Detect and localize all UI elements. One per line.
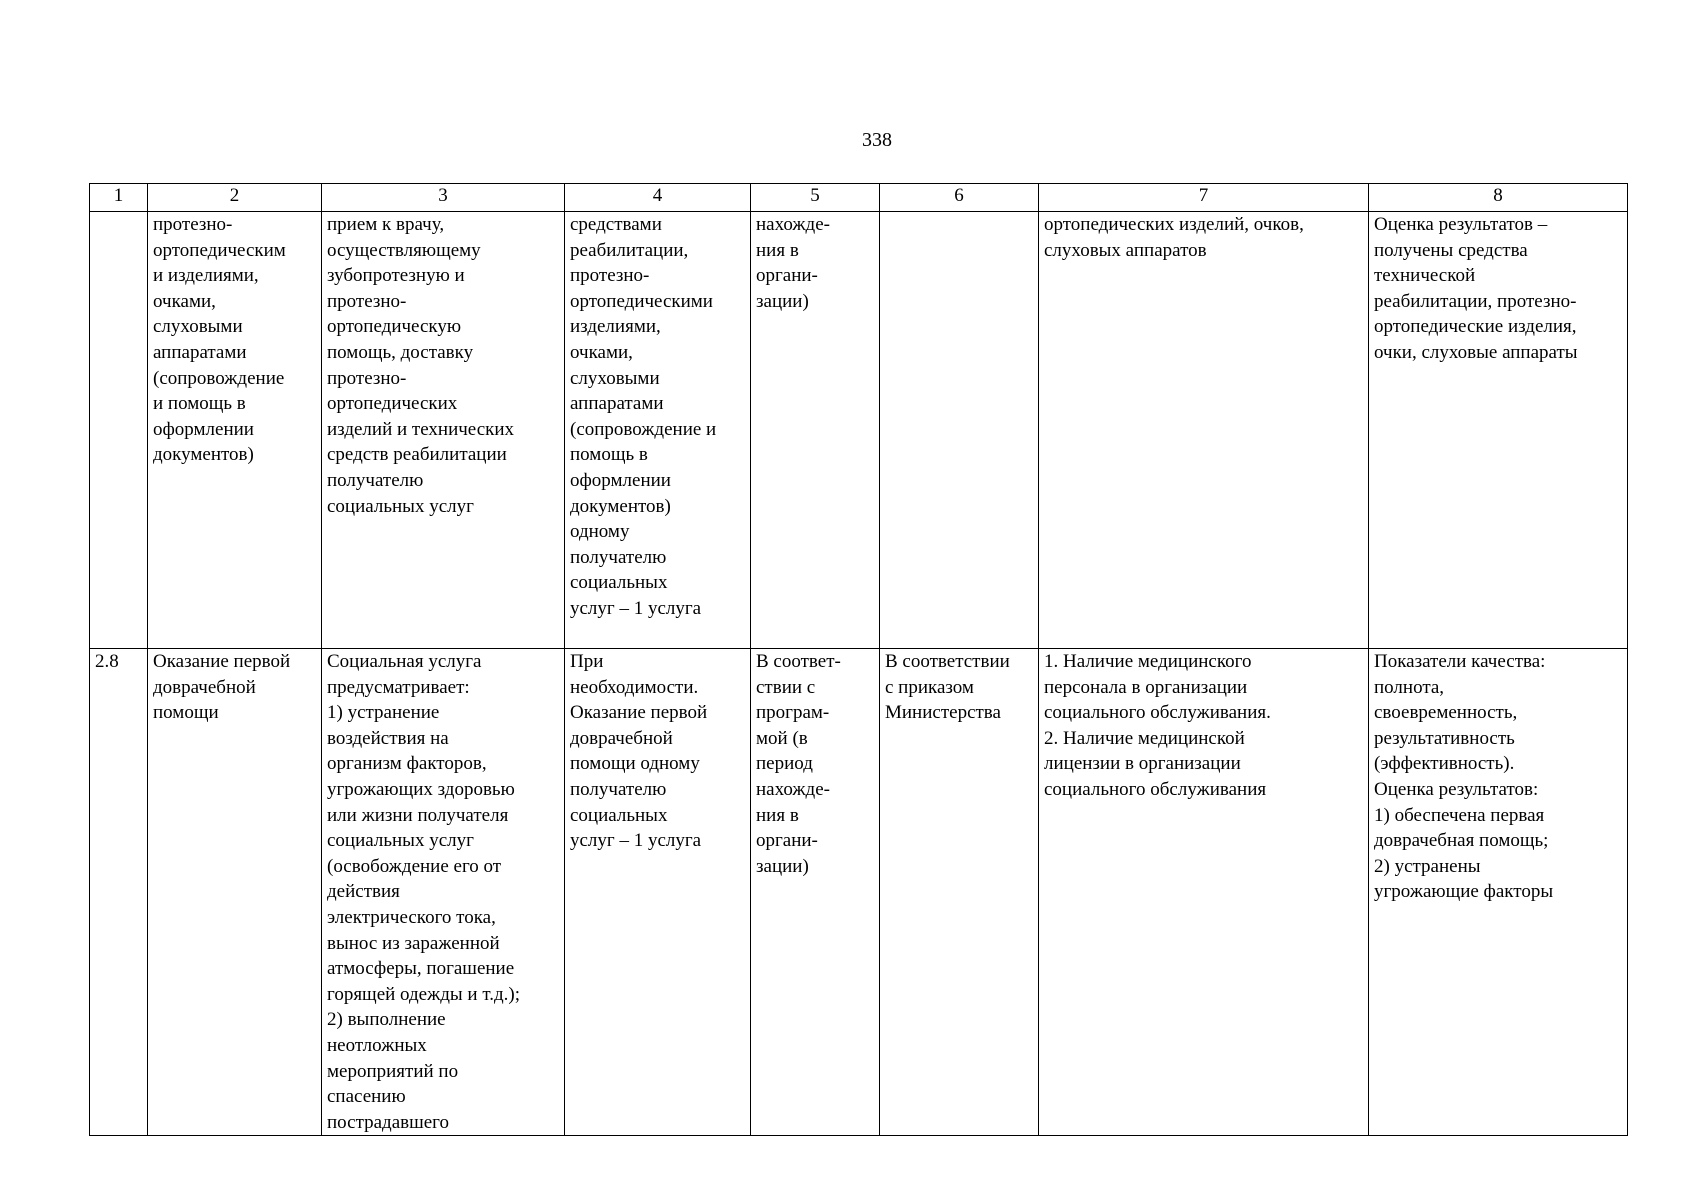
column-header-7: 7 <box>1039 184 1369 212</box>
service-timing-cell: В соответ- ствии с програм- мой (в период нахожде- ния в органи- зации) <box>751 649 880 1136</box>
column-header-2: 2 <box>148 184 322 212</box>
column-header-8: 8 <box>1369 184 1628 212</box>
column-header-4: 4 <box>565 184 751 212</box>
service-description-cell: Социальная услуга предусматривает: 1) устранение воздействия на организм факторов, угрожающих здоровью или жизни получателя социальных услуг (освобождение его от действия электрического тока, вынос из зараженной атмосферы, погашение горящей одежды и т.д.); 2) выполнение неотложных мероприятий по спасению пострадавшего <box>322 649 565 1136</box>
service-name-cell: протезно- ортопедическим и изделиями, очками, слуховыми аппаратами (сопровождение и помощь в оформлении документов) <box>148 212 322 649</box>
service-volume-cell: средствами реабилитации, протезно- ортопедическими изделиями, очками, слуховыми аппаратами (сопровождение и помощь в оформлении документов) одному получателю социальных услуг – 1 услуга <box>565 212 751 649</box>
service-cost-cell: В соответствии с приказом Министерства <box>880 649 1039 1136</box>
service-cost-cell <box>880 212 1039 649</box>
service-volume-cell: При необходимости. Оказание первой доврачебной помощи одному получателю социальных услуг – 1 услуга <box>565 649 751 1136</box>
row-number-cell: 2.8 <box>90 649 148 1136</box>
services-table <box>89 183 1628 1136</box>
service-quality-cell: Оценка результатов – получены средства технической реабилитации, протезно- ортопедические изделия, очки, слуховые аппараты <box>1369 212 1628 649</box>
table-row <box>90 649 1628 1136</box>
service-timing-cell: нахожде- ния в органи- зации) <box>751 212 880 649</box>
service-name-cell: Оказание первой доврачебной помощи <box>148 649 322 1136</box>
page-number: 338 <box>862 129 892 151</box>
column-header-3: 3 <box>322 184 565 212</box>
column-header-6: 6 <box>880 184 1039 212</box>
service-quality-cell: Показатели качества: полнота, своевременность, результативность (эффективность). Оценка результатов: 1) обеспечена первая доврачебная помощь; 2) устранены угрожающие факторы <box>1369 649 1628 1136</box>
service-conditions-cell: 1. Наличие медицинского персонала в организации социального обслуживания. 2. Наличие медицинской лицензии в организации социального обслуживания <box>1039 649 1369 1136</box>
table-header-row <box>90 184 1628 212</box>
service-conditions-cell: ортопедических изделий, очков, слуховых аппаратов <box>1039 212 1369 649</box>
row-number-cell <box>90 212 148 649</box>
column-header-5: 5 <box>751 184 880 212</box>
table-row <box>90 212 1628 649</box>
column-header-1: 1 <box>90 184 148 212</box>
service-description-cell: прием к врачу, осуществляющему зубопротезную и протезно- ортопедическую помощь, доставку протезно- ортопедических изделий и технических средств реабилитации получателю социальных услуг <box>322 212 565 649</box>
